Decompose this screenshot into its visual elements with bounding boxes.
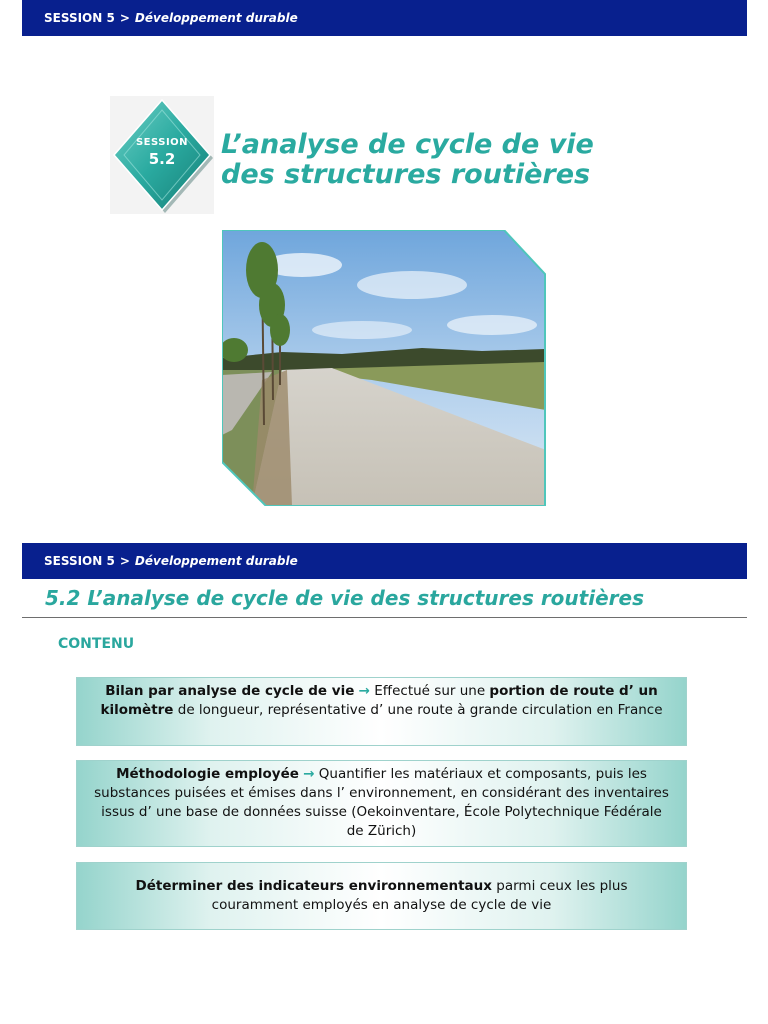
header-session: SESSION 5 [44, 11, 115, 25]
content-box-bilan [76, 677, 687, 746]
road-photo [222, 230, 546, 506]
top-header-bar [22, 0, 747, 36]
arrow-right-icon: → [358, 683, 370, 699]
box-text: Effectué sur une [369, 683, 490, 699]
header-subtitle: Développement durable [134, 11, 298, 25]
section-heading: 5.2 L’analyse de cycle de vie des structures routières [45, 586, 644, 610]
title-line-1: L’analyse de cycle de vie [221, 129, 594, 160]
box-bold-text: Méthodologie employée [116, 766, 299, 782]
box-bold-text: Bilan par analyse de cycle de vie [105, 683, 355, 699]
box-bold-text: portion de route d’ un kilomètre [100, 683, 658, 718]
divider [22, 617, 747, 618]
header-separator: > [119, 11, 130, 25]
box-text: parmi ceux les plus couramment employés en analyse de cycle de vie [211, 878, 628, 913]
header-subtitle: Développement durable [134, 554, 298, 568]
page-title [221, 130, 594, 190]
contenu-label: CONTENU [58, 636, 135, 652]
badge-session-label: SESSION [135, 137, 189, 148]
box-text: Quantifier les matériaux et composants, puis les substances puisées et émises dans l’ environnement, en considérant des inventaires issus d’ une base de données suisse (Oekoinventare, École Polytechnique Fédérale de Zürich) [94, 766, 669, 839]
section-header-bar [22, 543, 747, 579]
arrow-right-icon: → [303, 766, 315, 782]
title-line-2: des structures routières [221, 159, 591, 190]
header-separator: > [119, 554, 130, 568]
badge-number: 5.2 [148, 150, 176, 168]
content-box-indicateurs [76, 862, 687, 930]
box-bold-text: Déterminer des indicateurs environnementaux [135, 878, 492, 894]
session-badge [110, 96, 214, 214]
content-box-methodologie [76, 760, 687, 847]
box-text: de longueur, représentative d’ une route à grande circulation en France [173, 702, 663, 718]
header-session: SESSION 5 [44, 554, 115, 568]
